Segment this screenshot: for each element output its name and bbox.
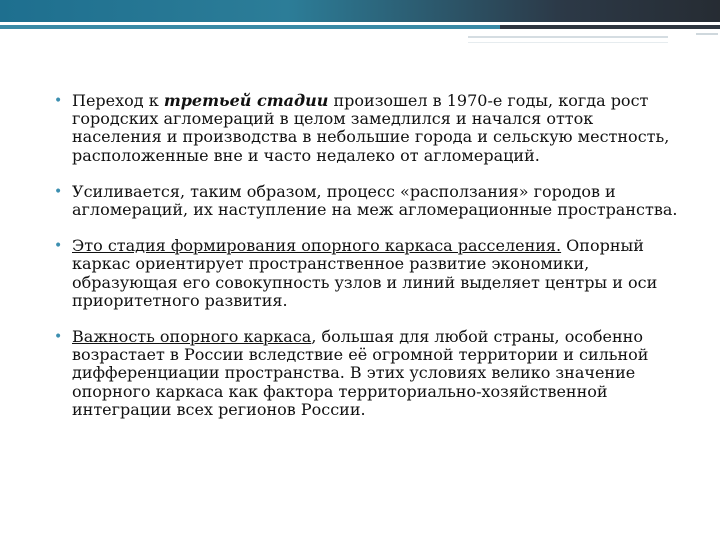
header-band bbox=[0, 0, 720, 22]
bullet-3-underlined: Это стадия формирования опорного каркаса расселения. bbox=[72, 236, 562, 256]
header-divider-secondary bbox=[468, 42, 668, 43]
bullet-2-text: Усиливается, таким образом, процесс «расползания» городов и агломераций, их наступление на меж агломерационные пространства. bbox=[72, 181, 678, 220]
bullet-icon: • bbox=[54, 93, 63, 109]
bullet-icon: • bbox=[54, 238, 63, 255]
bullet-4-post: , большая для любой страны, особенно возрастает в России вследствие её огромной территории и сильной дифференциации пространства. В этих условиях велико значение опорного каркаса как фактора территориально-хозяйственной интеграции всех регионов России. bbox=[72, 327, 649, 419]
bullet-item-1 bbox=[52, 92, 682, 165]
bullet-icon: • bbox=[54, 183, 63, 200]
header-divider bbox=[468, 36, 668, 38]
bullet-4-underlined: Важность опорного каркаса bbox=[72, 327, 312, 347]
corner-decoration bbox=[696, 33, 718, 49]
bullet-1-post: произошел в 1970-е годы, когда рост городских агломераций в целом замедлился и начался отток населения и производства в небольшие города и сельскую местность, расположенные вне и часто недалеко от агломераций. bbox=[72, 91, 670, 165]
bullet-1-pre: Переход к bbox=[72, 91, 164, 110]
bullet-item-4 bbox=[52, 328, 682, 419]
slide-content bbox=[52, 92, 682, 437]
header-line bbox=[0, 25, 720, 29]
bullet-item-2 bbox=[52, 183, 682, 219]
bullet-1-emphasis: третьей стадии bbox=[163, 91, 329, 110]
bullet-icon: • bbox=[54, 329, 63, 346]
header-line-dark-segment bbox=[500, 25, 720, 29]
bullet-item-3 bbox=[52, 237, 682, 310]
bullet-3-post: Опорный каркас ориентирует пространственное развитие экономики, образующая его совокупность узлов и линий выделяет центры и оси приоритетного развития. bbox=[72, 236, 658, 310]
